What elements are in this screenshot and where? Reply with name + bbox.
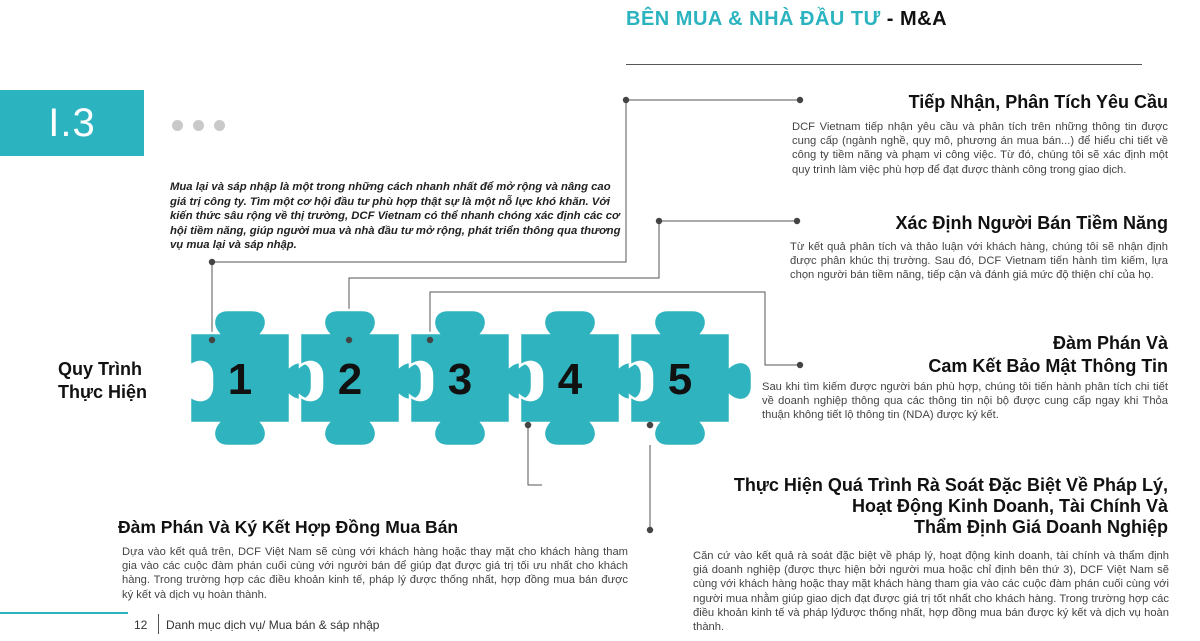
puzzle-number: 1: [227, 355, 253, 404]
step-3-title-line: Cam Kết Bảo Mật Thông Tin: [928, 356, 1168, 376]
process-label-line: Quy Trình: [58, 359, 143, 379]
footer-separator: [158, 614, 159, 634]
puzzle-piece-2: [300, 310, 422, 446]
puzzle-number: 2: [337, 355, 363, 404]
puzzle-piece-1: [190, 310, 312, 446]
step-5-title: Đàm Phán Và Ký Kết Hợp Đồng Mua Bán: [118, 517, 459, 537]
step-2-title: Xác Định Người Bán Tiềm Năng: [895, 213, 1168, 233]
connector-dots: [209, 97, 803, 533]
puzzle-piece-3: [410, 310, 532, 446]
intro-paragraph: Mua lại và sáp nhập là một trong những cách nhanh nhất để mở rộng và nâng cao giá trị công ty. Tìm một cơ hội đầu tư phù hợp thật sự là một nỗ lực khó khăn. Với kiến thức sâu rộng về thị trường, DCF Vietnam có thể nhanh chóng xác định các cơ hội tiềm năng, giúp người mua và nhà đầu tư mở rộng, phát triển thông qua thương vụ mua lại và sáp nhập.: [170, 181, 621, 251]
step-1-body: DCF Vietnam tiếp nhận yêu cầu và phân tích trên những thông tin được cung cấp (ngành nghề, quy mô, phương án mua bán...) để hiểu chi tiết về công ty tiềm năng và phạm vi công việc. Từ đó, chúng tôi sẽ xác định một quy trình làm việc phù hợp để đạt được thành công trong giao dịch.: [792, 121, 1168, 176]
connector-dot: [794, 218, 800, 224]
header-divider: [626, 64, 1142, 65]
step-3-body: Sau khi tìm kiếm được người bán phù hợp, chúng tôi tiến hành phân tích chi tiết về doanh nghiệp thông qua các thông tin nội bộ được cung cấp ngay khi Thỏa thuận không tiết lộ thông tin (NDA) được ký kết.: [762, 381, 1168, 422]
connector-dot: [797, 362, 803, 368]
section-number-badge: I.3: [0, 90, 144, 156]
puzzle-number: 3: [447, 355, 473, 404]
connector-dot: [623, 97, 629, 103]
step-4-title: [734, 475, 1168, 538]
connector-dot: [209, 337, 215, 343]
ellipsis-dots-icon: [172, 120, 225, 131]
process-label-line: Thực Hiện: [58, 382, 148, 402]
connector-line: [528, 425, 542, 485]
header-title: [626, 8, 947, 31]
step-4-body: Căn cứ vào kết quả rà soát đặc biệt về pháp lý, hoạt động kinh doanh, tài chính và thẩm định giá doanh nghiệp (được thực hiện bởi người mua hoặc chỉ định bên thứ 3), DCF Việt Nam sẽ cùng với khách hàng hoặc thay mặt khách hàng tham gia vào các cuộc đàm phán cuối cùng với người mua nhằm giúp giao dịch đạt được giá trị tốt nhất cho khách hàng. Trong trường hợp các điều khoản kinh tế và pháp lýđược thống nhất, hợp đồng mua bán được ký kết và dịch vụ hoàn thành.: [693, 550, 1169, 634]
step-5-body: Dựa vào kết quả trên, DCF Việt Nam sẽ cùng với khách hàng hoặc thay mặt cho khách hàng tham gia vào các cuộc đàm phán cuối cùng với người bán để giúp đạt được giá trị tối ưu nhất cho khách hàng. Trong trường hợp các điều khoản kinh tế, pháp lý được thống nhất, hợp đồng mua bán được ký kết và dịch vụ hoàn thành.: [122, 546, 628, 601]
page-number: 12: [134, 618, 148, 632]
process-label: [58, 358, 147, 404]
connector-dot: [209, 259, 215, 265]
header-title-suffix: - M&A: [886, 8, 948, 30]
connector-dot: [525, 422, 531, 428]
step-4-title-line: Thẩm Định Giá Doanh Nghiệp: [913, 517, 1168, 537]
header-title-main: BÊN MUA & NHÀ ĐẦU TƯ: [626, 8, 881, 30]
connector-lines: [212, 100, 800, 530]
step-4-title-line: Hoạt Động Kinh Doanh, Tài Chính Và: [852, 496, 1168, 516]
step-2-body: Từ kết quả phân tích và thảo luận với khách hàng, chúng tôi sẽ nhận định được phân khúc thị trường. Sau đó, DCF Vietnam tiến hành tìm kiếm, lựa chọn người bán tiềm năng, tiếp cận và đánh giá mức độ thiện chí của họ.: [790, 241, 1168, 282]
step-3-title: [928, 332, 1168, 378]
puzzle-number: 4: [557, 355, 583, 404]
footer-accent-rule: [0, 612, 128, 614]
step-1-title: Tiếp Nhận, Phân Tích Yêu Cầu: [908, 92, 1168, 112]
footer-text: Danh mục dịch vụ/ Mua bán & sáp nhập: [166, 618, 380, 632]
connector-dot: [427, 337, 433, 343]
connector-dot: [647, 422, 653, 428]
connector-dot: [346, 337, 352, 343]
connector-dot: [797, 97, 803, 103]
puzzle-number: 5: [667, 355, 693, 404]
step-4-title-line: Thực Hiện Quá Trình Rà Soát Đặc Biệt Về Pháp Lý,: [733, 475, 1168, 495]
connector-dot: [647, 527, 653, 533]
connector-dot: [656, 218, 662, 224]
puzzle-piece-4: [520, 310, 642, 446]
step-3-title-line: Đàm Phán Và: [1052, 333, 1168, 353]
puzzle-pieces: [190, 310, 752, 446]
